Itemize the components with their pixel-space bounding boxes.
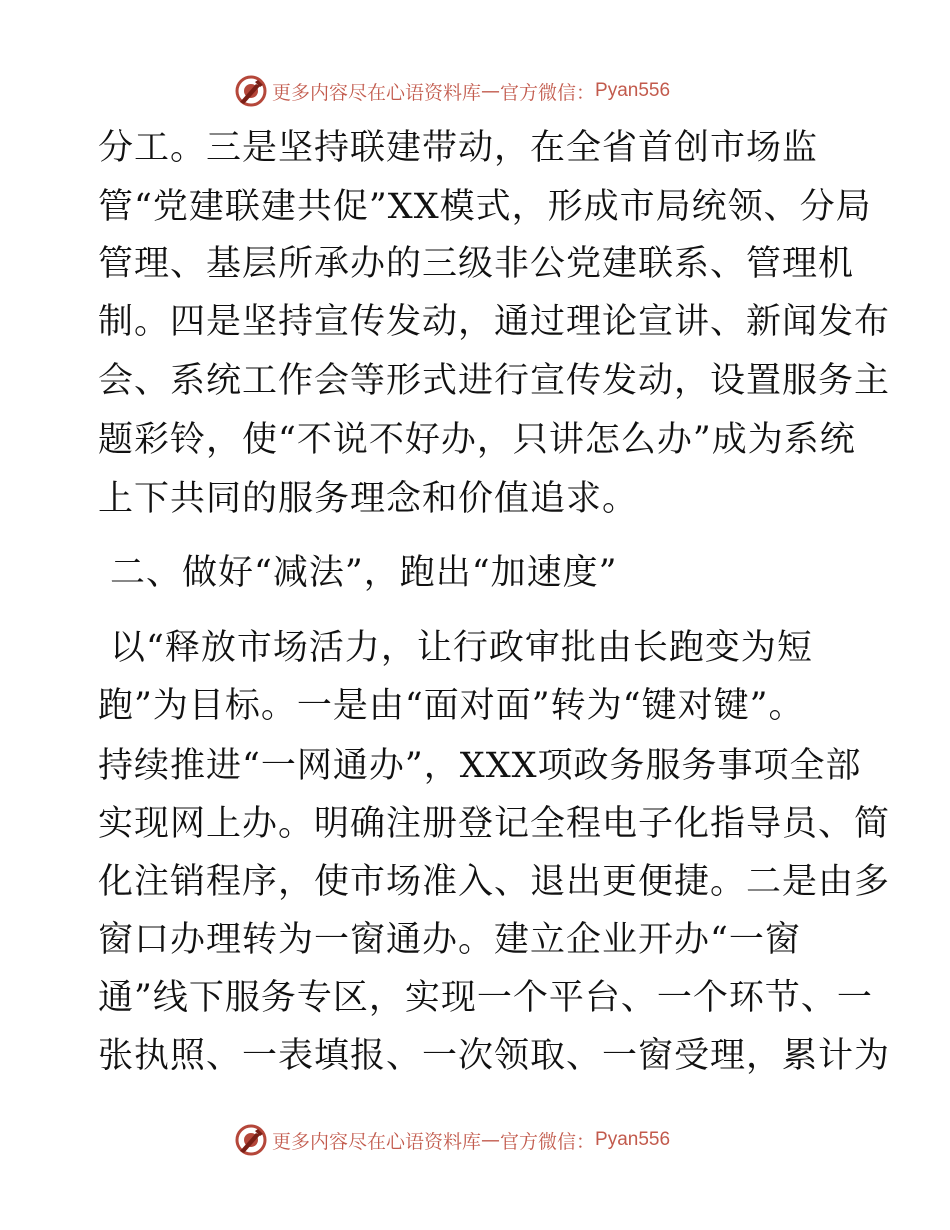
brand-logo-icon (234, 74, 268, 108)
watermark-text: 更多内容尽在心语资料库 (272, 1130, 482, 1153)
watermark-suffix: 官方微信： (500, 1130, 596, 1153)
watermark-wechat-id: Pyan556 (595, 80, 671, 101)
watermark-separator: — (481, 80, 501, 102)
section-heading: 二、做好“减法”，跑出“加速度” (110, 553, 618, 593)
text-line: 化注销程序，使市场准入、退出更便捷。二是由多 (98, 862, 891, 902)
text-line: 管理、基层所承办的三级非公党建联系、管理机 (98, 244, 855, 284)
text-line: 持续推进“一网通办”，XXX项政务服务事项全部 (98, 746, 862, 786)
text-line: 实现网上办。明确注册登记全程电子化指导员、简 (98, 804, 891, 844)
text-line: 以“释放市场活力，让行政审批由长跑变为短 (110, 628, 813, 668)
watermark-suffix: 官方微信： (500, 81, 596, 104)
watermark-wechat-id: Pyan556 (595, 1129, 671, 1150)
text-line: 分工。三是坚持联建带动，在全省首创市场监 (98, 128, 819, 168)
header-watermark (234, 73, 670, 109)
text-line: 张执照、一表填报、一次领取、一窗受理，累计为 (98, 1036, 891, 1076)
watermark-text: 更多内容尽在心语资料库 (272, 81, 482, 104)
footer-watermark (234, 1122, 670, 1158)
text-line: 题彩铃，使“不说不好办，只讲怎么办”成为系统 (98, 420, 856, 460)
brand-logo-icon (234, 1123, 268, 1157)
text-line: 跑”为目标。一是由“面对面”转为“键对键”。 (98, 686, 805, 726)
text-line: 上下共同的服务理念和价值追求。 (98, 479, 639, 519)
text-line: 管“党建联建共促”XX模式，形成市局统领、分局 (98, 187, 872, 227)
text-line: 会、系统工作会等形式进行宣传发动，设置服务主 (98, 361, 891, 401)
text-line: 制。四是坚持宣传发动，通过理论宣讲、新闻发布 (98, 302, 891, 342)
text-line: 窗口办理转为一窗通办。建立企业开办“一窗 (98, 920, 801, 960)
watermark-separator: — (481, 1129, 501, 1151)
text-line: 通”线下服务专区，实现一个平台、一个环节、一 (98, 978, 873, 1018)
